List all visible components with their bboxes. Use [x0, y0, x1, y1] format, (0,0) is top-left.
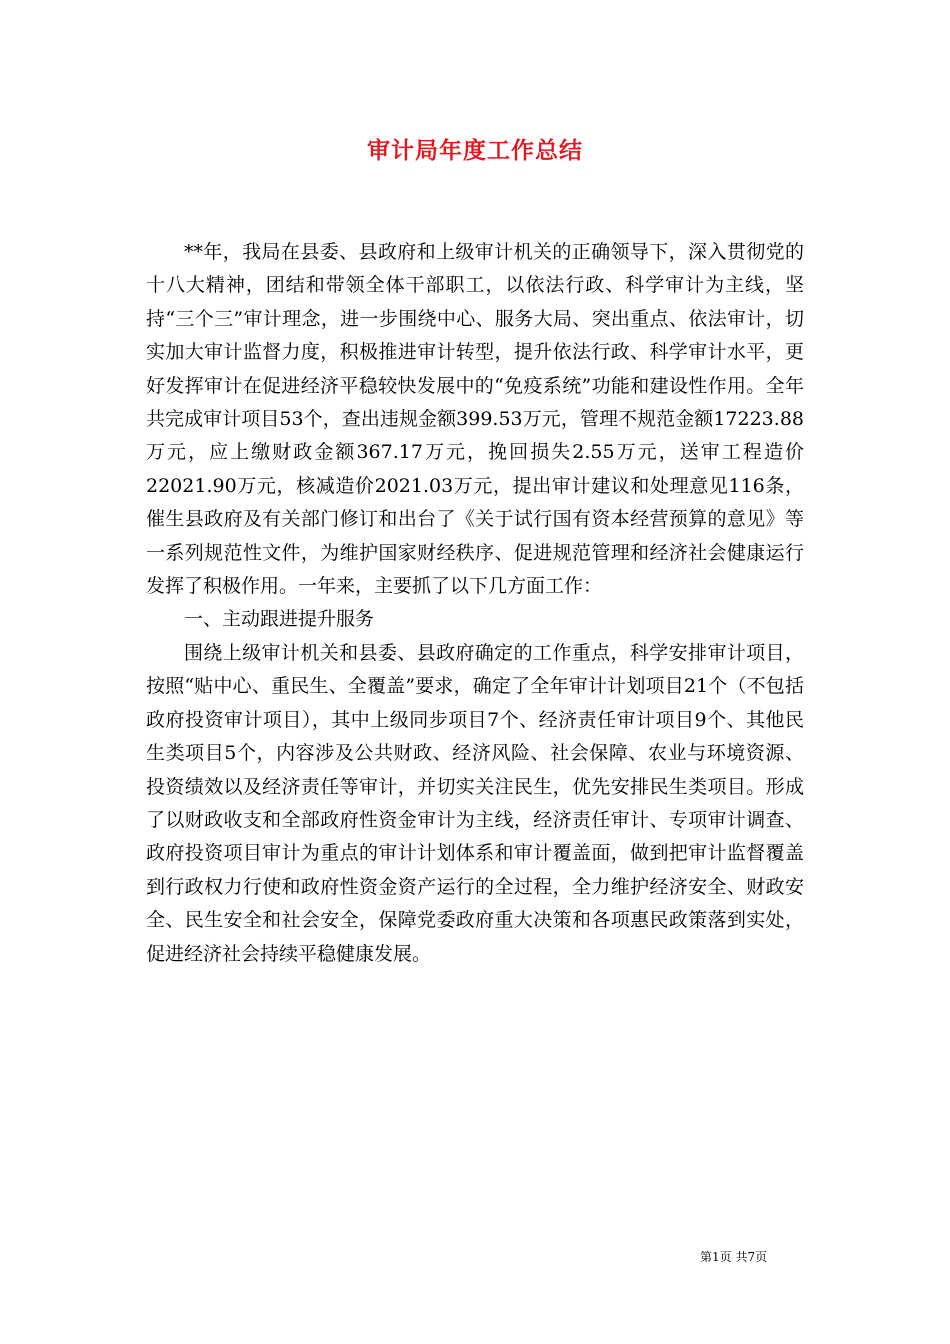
- document-body: [146, 236, 804, 971]
- page-number: 第1页 共7页: [700, 1250, 768, 1264]
- document-title: 审计局年度工作总结: [367, 138, 583, 164]
- section-paragraph: 围绕上级审计机关和县委、县政府确定的工作重点，科学安排审计项目，按照“贴中心、重民生、全覆盖”要求，确定了全年审计计划项目21个（不包括政府投资审计项目），其中上级同步项目7个、经济责任审计项目9个、其他民生类项目5个，内容涉及公共财政、经济风险、社会保障、农业与环境资源、投资绩效以及经济责任等审计，并切实关注民生，优先安排民生类项目。形成了以财政收支和全部政府性资金审计为主线，经济责任审计、专项审计调查、政府投资项目审计为重点的审计计划体系和审计覆盖面，做到把审计监督覆盖到行政权力行使和政府性资金资产运行的全过程，全力维护经济安全、财政安全、民生安全和社会安全，保障党委政府重大决策和各项惠民政策落到实处，促进经济社会持续平稳健康发展。: [146, 641, 804, 965]
- section-heading: 一、主动跟进提升服务: [184, 608, 375, 631]
- intro-paragraph: **年，我局在县委、县政府和上级审计机关的正确领导下，深入贯彻党的十八大精神，团结和带领全体干部职工，以依法行政、科学审计为主线，坚持“三个三”审计理念，进一步围绕中心、服务大局、突出重点、依法审计，切实加大审计监督力度，积极推进审计转型，提升依法行政、科学审计水平，更好发挥审计在促进经济平稳较快发展中的“免疫系统”功能和建设性作用。全年共完成审计项目53个，查出违规金额399.53万元，管理不规范金额17223.88万元，应上缴财政金额367.17万元，挽回损失2.55万元，送审工程造价22021.90万元，核减造价2021.03万元，提出审计建议和处理意见116条，催生县政府及有关部门修订和出台了《关于试行国有资本经营预算的意见》等一系列规范性文件，为维护国家财经秩序、促进规范管理和经济社会健康运行发挥了积极作用。一年来，主要抓了以下几方面工作：: [146, 241, 804, 598]
